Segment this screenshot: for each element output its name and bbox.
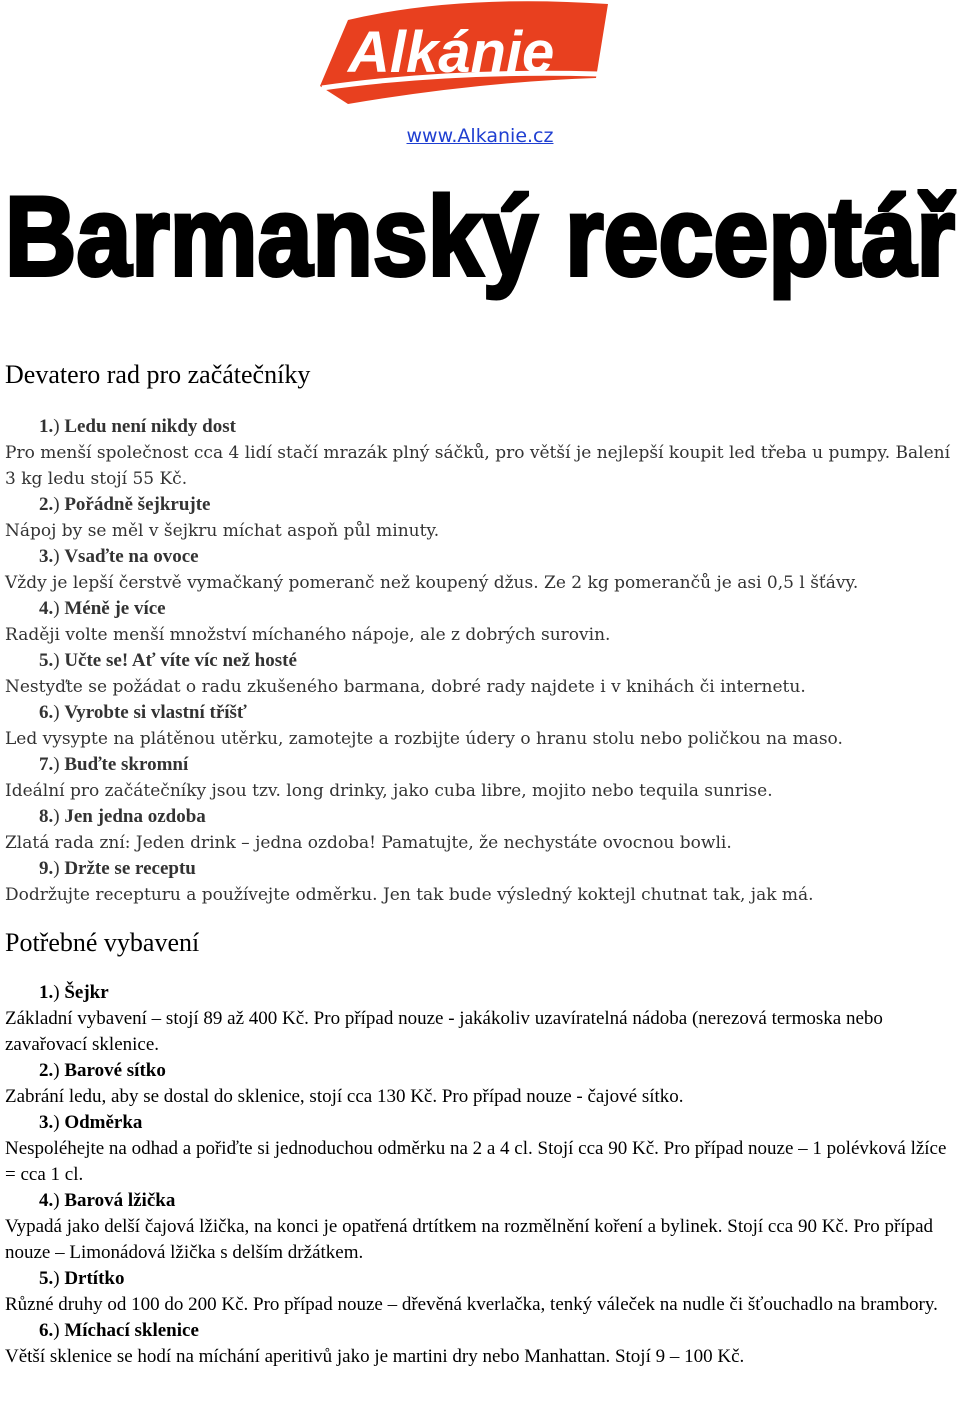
page-title <box>0 165 960 305</box>
tip-text-9: Dodržujte recepturu a používejte odměrku. Jen tak bude výsledný koktejl chutnat tak, jak má. <box>5 885 814 905</box>
tip-text-1: Pro menší společnost cca 4 lidí stačí mrazák plný sáčků, pro větší je nejlepší koupit led třeba u pumpy. Balení 3 kg ledu stojí 55 Kč. <box>5 443 951 489</box>
equipment-heading-6: 6.) Míchací sklenice <box>39 1320 199 1341</box>
tip-text-4: Raději volte menší množství míchaného nápoje, ale z dobrých surovin. <box>5 625 611 645</box>
brand-text: Alkánie <box>348 20 555 85</box>
tip-heading-3: 3.) Vsaďte na ovoce <box>39 546 199 567</box>
equipment-text-2: Zabrání ledu, aby se dostal do sklenice, stojí cca 130 Kč. Pro případ nouze - čajové sítko. <box>5 1086 684 1107</box>
tip-heading-9: 9.) Držte se receptu <box>39 858 196 879</box>
equipment-heading-3: 3.) Odměrka <box>39 1112 143 1133</box>
section-equipment-title: Potřebné vybavení <box>5 928 200 957</box>
equipment-text-3: Nespoléhejte na odhad a pořiďte si jednoduchou odměrku na 2 a 4 cl. Stojí cca 90 Kč. Pro případ nouze – 1 polévková lžíce = cca 1 cl. <box>5 1138 947 1185</box>
tip-heading-6: 6.) Vyrobte si vlastní tříšť <box>39 702 247 723</box>
tip-heading-5: 5.) Učte se! Ať víte víc než hosté <box>39 650 297 671</box>
tip-text-3: Vždy je lepší čerstvě vymačkaný pomeranč než koupený džus. Ze 2 kg pomerančů je asi 0,5 l šťávy. <box>5 573 859 593</box>
tip-text-8: Zlatá rada zní: Jeden drink – jedna ozdoba! Pamatujte, že nechystáte ovocnou bowli. <box>5 833 732 853</box>
tips-list <box>5 414 955 908</box>
equipment-heading-2: 2.) Barové sítko <box>39 1060 166 1081</box>
equipment-heading-5: 5.) Drtítko <box>39 1268 125 1289</box>
tip-text-7: Ideální pro začátečníky jsou tzv. long drinky, jako cuba libre, mojito nebo tequila sunrise. <box>5 781 773 801</box>
alkanie-logo <box>308 0 622 118</box>
section-tips-title: Devatero rad pro začátečníky <box>5 360 311 389</box>
equipment-text-6: Větší sklenice se hodí na míchání aperitivů jako je martini dry nebo Manhattan. Stojí 9 – 100 Kč. <box>5 1346 745 1367</box>
tip-heading-7: 7.) Buďte skromní <box>39 754 189 775</box>
tip-text-6: Led vysypte na plátěnou utěrku, zamotejte a rozbijte údery o hranu stolu nebo poličkou na maso. <box>5 729 843 749</box>
equipment-text-4: Vypadá jako delší čajová lžička, na konci je opatřená drtítkem na rozmělnění koření a bylinek. Stojí cca 90 Kč. Pro případ nouze – Limonádová lžička s delším držátkem. <box>5 1216 934 1263</box>
equipment-text-5: Různé druhy od 100 do 200 Kč. Pro případ nouze – dřevěná kverlačka, tenký váleček na nudle či šťouchadlo na brambory. <box>5 1294 938 1315</box>
equipment-text-1: Základní vybavení – stojí 89 až 400 Kč. Pro případ nouze - jakákoliv uzavíratelná nádoba (nerezová termoska nebo zavařovací sklenice. <box>5 1008 883 1055</box>
tip-heading-4: 4.) Méně je více <box>39 598 166 619</box>
page-title-text: Barmanský receptář <box>5 174 956 299</box>
equipment-heading-1: 1.) Šejkr <box>39 982 109 1003</box>
tip-heading-8: 8.) Jen jedna ozdoba <box>39 806 206 827</box>
tip-heading-1: 1.) Ledu není nikdy dost <box>39 416 236 437</box>
equipment-heading-4: 4.) Barová lžička <box>39 1190 176 1211</box>
equipment-list <box>5 980 955 1370</box>
tip-text-2: Nápoj by se měl v šejkru míchat aspoň půl minuty. <box>5 521 440 541</box>
tip-heading-2: 2.) Pořádně šejkrujte <box>39 494 211 515</box>
website-link[interactable]: www.Alkanie.cz <box>406 125 554 147</box>
tip-text-5: Nestyďte se požádat o radu zkušeného barmana, dobré rady najdete i v knihách či internetu. <box>5 677 806 697</box>
